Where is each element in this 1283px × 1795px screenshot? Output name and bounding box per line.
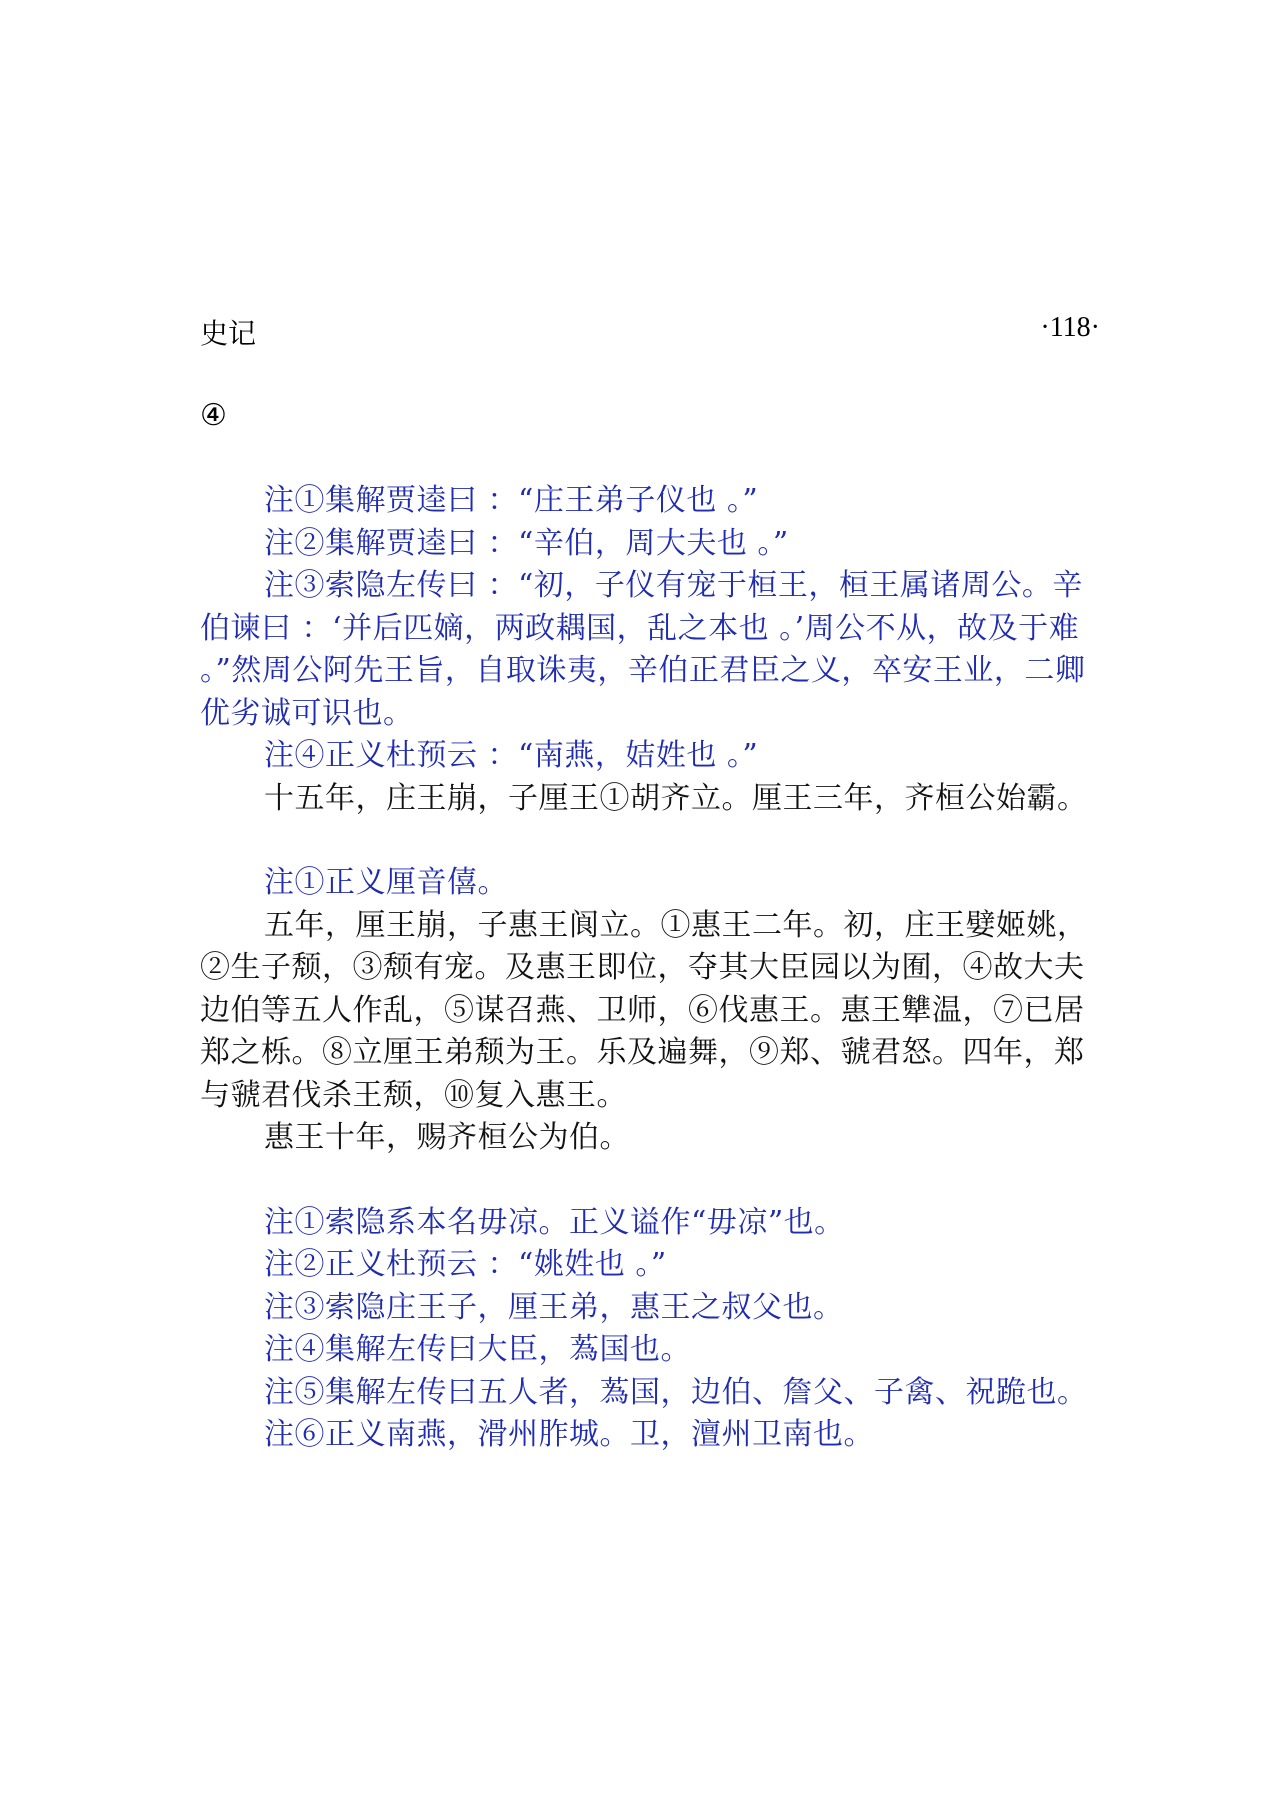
paragraph-gap — [200, 820, 1100, 862]
text-body — [200, 480, 1100, 1457]
section-marker: ④ — [200, 398, 227, 433]
book-title: 史记 — [200, 317, 257, 350]
note-paragraph: 注③索隐左传曰 ：“初，子仪有宠于桓王，桓王属诸周公。辛伯谏曰 ：‘并后匹嫡，两政耦国，乱之本也 。’周公不从，故及于难 。”然周公阿先王旨，自取诛夷，辛伯正君臣之义，卒安王业，二卿优劣诚可识也。 — [200, 568, 1090, 731]
main-text-paragraph: 惠王十年，赐齐桓公为伯。 — [264, 1120, 630, 1155]
note-paragraph: 注④集解左传曰大臣，蒍国也。 — [264, 1332, 691, 1367]
note-paragraph: 注①正义厘音僖。 — [264, 865, 508, 900]
note-paragraph: 注②正义杜预云 ：“姚姓也 。” — [264, 1247, 667, 1282]
note-paragraph: 注⑤集解左传曰五人者，蒍国，边伯、詹父、子禽、祝跪也。 — [264, 1374, 1088, 1410]
page-header — [200, 312, 1100, 352]
note-paragraph: 注③索隐庄王子，厘王弟，惠王之叔父也。 — [264, 1289, 844, 1325]
note-paragraph: 注①集解贾逵曰 ：“庄王弟子仪也 。” — [264, 483, 759, 518]
note-paragraph: 注⑥正义南燕，滑州胙城。卫，澶州卫南也。 — [264, 1417, 874, 1452]
note-paragraph: 注①索隐系本名毋凉。正义谥作“毋凉”也。 — [264, 1204, 845, 1240]
note-paragraph: 注④正义杜预云 ：“南燕，姞姓也 。” — [264, 738, 759, 773]
main-text-paragraph: 五年，厘王崩，子惠王阆立。①惠王二年。初，庄王嬖姬姚，②生子颓，③颓有宠。及惠王即位，夺其大臣园以为囿，④故大夫边伯等五人作乱，⑤谋召燕、卫师，⑥伐惠王。惠王犨温，⑦已居郑之栎。⑧立厘王弟颓为王。乐及遍舞，⑨郑、虢君怒。四年，郑与虢君伐杀王颓，⑩复入惠王。 — [200, 907, 1088, 1113]
note-paragraph: 注②集解贾逵曰 ：“辛伯，周大夫也 。” — [264, 525, 789, 561]
main-text-paragraph: 十五年，庄王崩，子厘王①胡齐立。厘王三年，齐桓公始霸。 — [264, 780, 1088, 816]
paragraph-gap — [200, 1160, 1100, 1202]
page-number: ·118· — [1040, 312, 1100, 343]
